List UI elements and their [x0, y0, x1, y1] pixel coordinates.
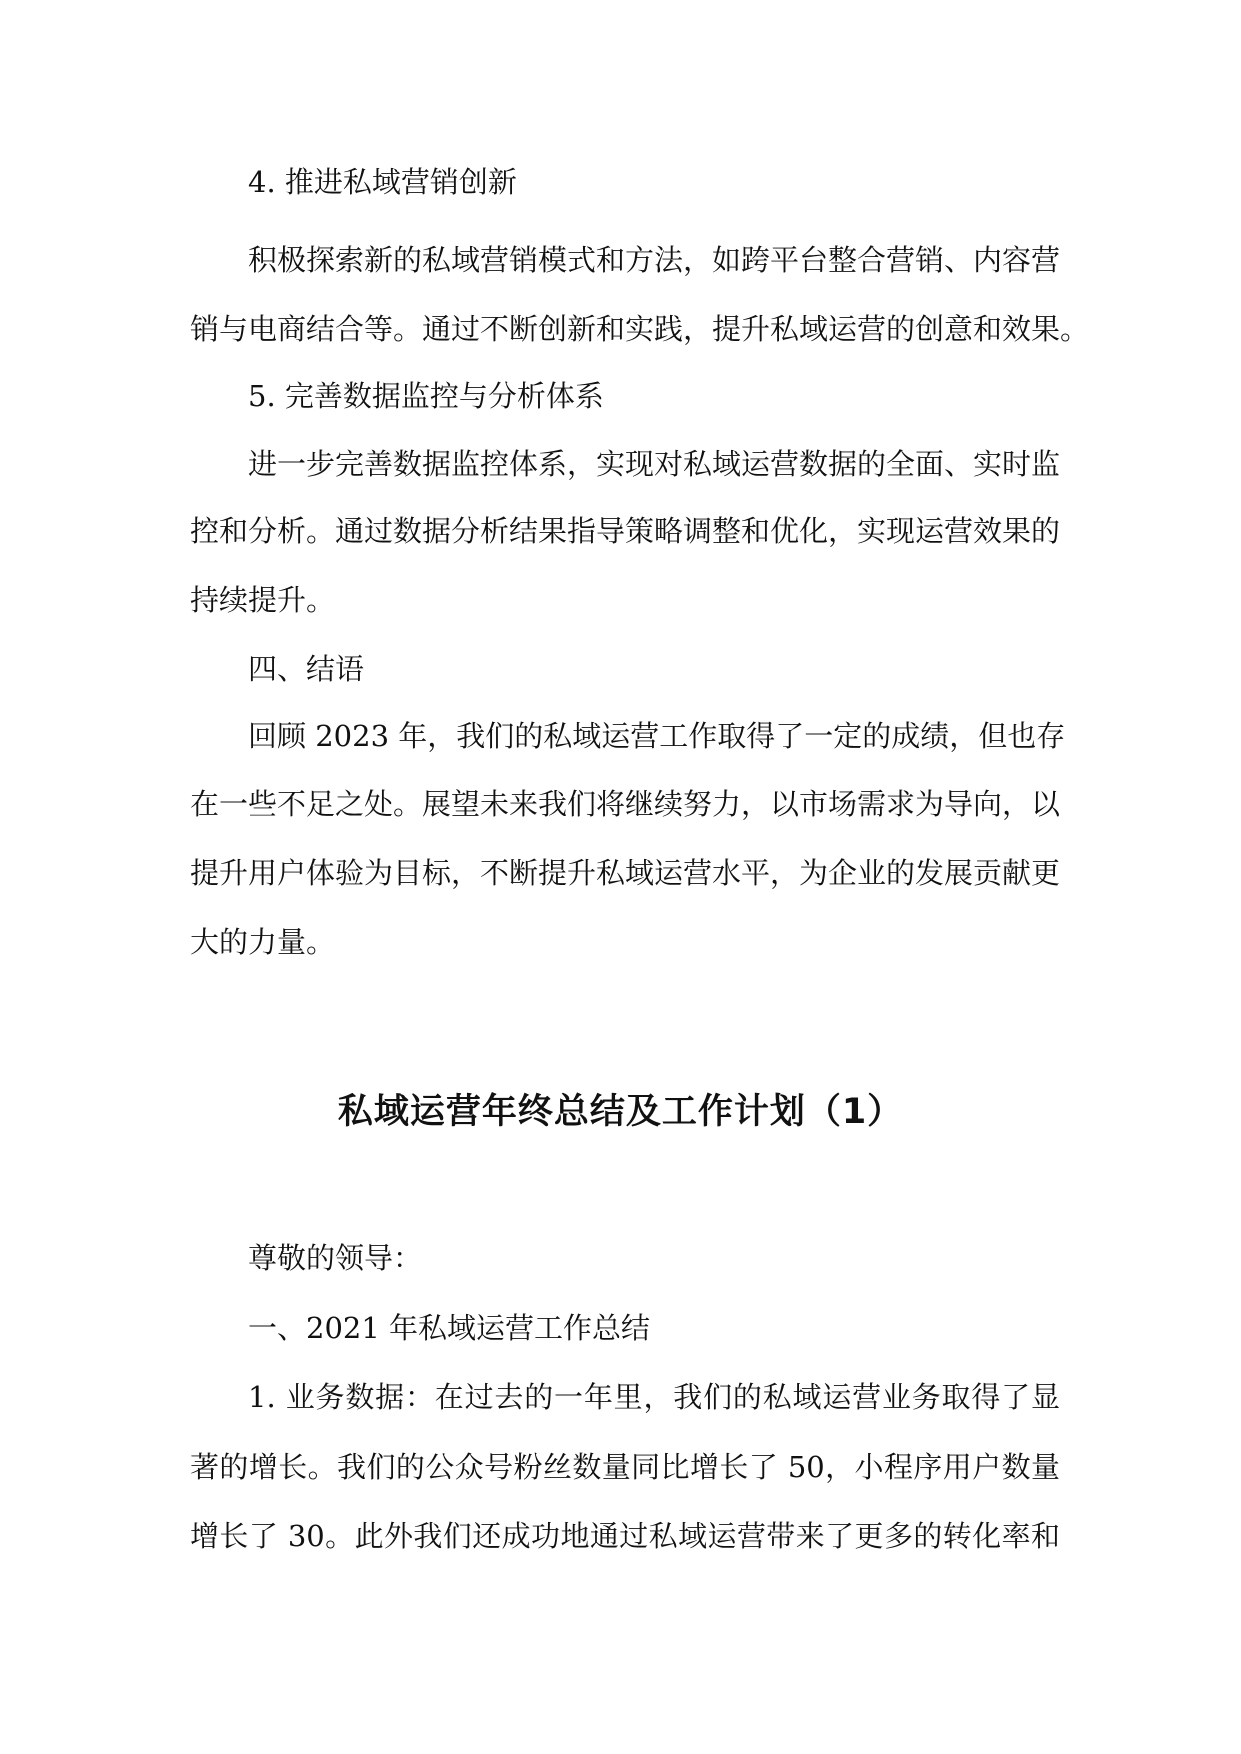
item1-body-line: 1. 业务数据：在过去的一年里，我们的私域运营业务取得了显	[248, 1380, 1060, 1414]
conclusion-body-line: 回顾 2023 年，我们的私域运营工作取得了一定的成绩，但也存	[248, 719, 1066, 753]
document-title: 私域运营年终总结及工作计划（1）	[337, 1092, 904, 1132]
conclusion-body-line: 在一些不足之处。展望未来我们将继续努力，以市场需求为导向，以	[190, 787, 1061, 821]
conclusion-body-line: 大的力量。	[190, 925, 336, 959]
part1-heading: 一、2021 年私域运营工作总结	[248, 1311, 651, 1345]
item4-heading: 4. 推进私域营销创新	[248, 165, 517, 199]
item4-body-line: 销与电商结合等。通过不断创新和实践，提升私域运营的创意和效果。	[190, 312, 1090, 346]
item5-body-line: 持续提升。	[190, 583, 336, 617]
item1-body-line: 著的增长。我们的公众号粉丝数量同比增长了 50，小程序用户数量	[190, 1450, 1060, 1484]
conclusion-body-line: 提升用户体验为目标，不断提升私域运营水平，为企业的发展贡献更	[190, 856, 1061, 890]
item4-body-line: 积极探索新的私域营销模式和方法，如跨平台整合营销、内容营	[248, 243, 1061, 277]
item5-heading: 5. 完善数据监控与分析体系	[248, 379, 604, 413]
salutation: 尊敬的领导：	[248, 1241, 423, 1275]
conclusion-heading: 四、结语	[248, 652, 365, 686]
item5-body-line: 控和分析。通过数据分析结果指导策略调整和优化，实现运营效果的	[190, 514, 1061, 548]
item5-body-line: 进一步完善数据监控体系，实现对私域运营数据的全面、实时监	[248, 447, 1061, 481]
item1-body-line: 增长了 30。此外我们还成功地通过私域运营带来了更多的转化率和	[190, 1519, 1060, 1553]
